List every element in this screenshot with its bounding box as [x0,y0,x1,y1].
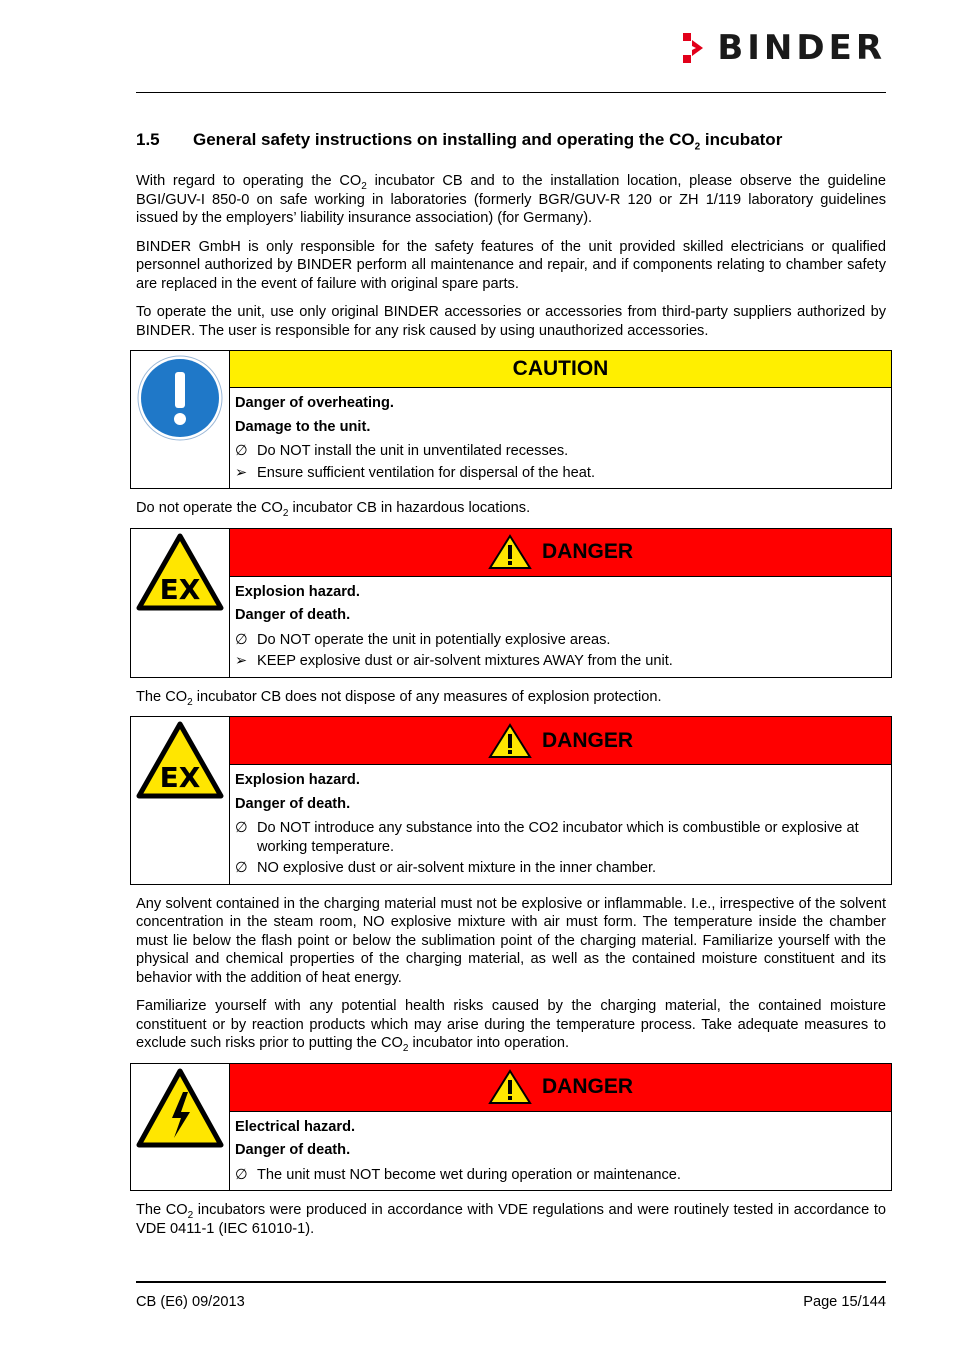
danger-signal: DANGER [230,717,891,765]
danger-signal: DANGER [230,529,891,577]
list-item: ∅ Do NOT install the unit in unventilated recesses. [235,443,569,459]
danger-icon-cell [131,717,230,884]
paragraph-vde: The $CO_2$ incubators were produced in accordance with VDE regulations and were routinely tested in accordance to VDE 0411-1 (IEC 61010-1). [136,1202,886,1237]
caution-icon-cell [131,351,230,488]
hazard-consequence: Damage to the unit. [235,418,371,435]
ex-explosion-hazard-icon [136,721,224,799]
list-item: ➢ Ensure sufficient ventilation for dispersal of the heat. [235,464,596,481]
svg-text:EX: EX [159,572,201,606]
danger-box-explosion-1 [130,528,892,678]
warning-triangle-icon [488,723,532,759]
paragraph-hazardous-locations: Do not operate the $CO_2$ incubator CB in hazardous locations. [136,500,531,519]
paragraph-solvent: Any solvent contained in the charging material must not be explosive or inflammable. I.e., irrespective of the solvent concentration in the steam room, NO explosive mixture with air must form. The temperature inside the chamber must lie below the flash point or below the sublimation point of the charging material. Familiarize yourself with the physical and chemical properties of the charging material, as well as the contained moisture constituent and its behavior with the addition of heat energy. [136,895,886,986]
section-heading [136,130,886,153]
svg-text:EX: EX [159,761,201,794]
paragraph-health-risks: Familiarize yourself with any potential health risks caused by the charging material, the contained moisture constituent or by reaction products which may arise during the temperature process. Take adequate measures to exclude such risks prior to putting the $CO_2$ incubator into operation. [136,998,886,1054]
high-voltage-icon [136,1068,224,1148]
paragraph-explosion-protection: The $CO_2$ incubator CB does not dispose of any measures of explosion protection. [136,688,662,708]
ex-explosion-hazard-icon [136,533,224,611]
danger-signal: DANGER [230,1064,891,1112]
danger-box-electrical [130,1063,892,1192]
hazard-type: Danger of overheating. [235,395,394,411]
section-number: 1.5 [136,130,160,149]
logo-text: BINDER [717,28,886,68]
list-item: ∅ The unit must NOT become wet during operation or maintenance. [235,1166,681,1183]
binder-logo [681,30,886,66]
hazard-consequence: Danger of death. [235,1142,351,1158]
paragraph-guideline: With regard to operating the $CO_2$ incubator CB and to the installation location, please observe the guideline BGI/GUV-I 850-0 on safe working in laboratories (formerly BGR/GUV-R 120 or ZH 1/119 laboratory guidelines issued by the employers’ liability insurance association) (for Germany). [136,173,886,226]
danger-icon-cell [131,1064,230,1191]
footer-document-id: CB (E6) 09/2013 [136,1294,245,1310]
hazard-type: Electrical hazard. [235,1118,356,1135]
header-rule [136,92,886,93]
list-item: ➢ KEEP explosive dust or air-solvent mixtures AWAY from the unit. [235,653,673,669]
hazard-consequence: Danger of death. [235,607,351,623]
caution-box [130,350,892,489]
section-title: General safety instructions on installing and operating the $CO_2$ incubator [193,130,783,153]
hazard-type: Explosion hazard. [235,583,360,600]
danger-box-explosion-2 [130,716,892,885]
mandatory-info-icon [137,355,223,441]
warning-triangle-icon [488,1069,532,1105]
page-content [136,130,886,1248]
danger-icon-cell [131,529,230,677]
paragraph-responsibility: BINDER GmbH is only responsible for the safety features of the unit provided skilled electricians or qualified personnel authorized by BINDER perform all maintenance and repair, and if components relating to chamber safety are replaced in the event of failure with original spare parts. [136,238,886,292]
hazard-consequence: Danger of death. [235,795,351,812]
list-item: ∅ Do NOT introduce any substance into the CO2 incubator which is combustible or explosive at working temperature. [235,820,859,855]
hazard-type: Explosion hazard. [235,772,360,788]
warning-triangle-icon [488,534,532,570]
caution-signal: CAUTION [230,351,891,388]
binder-logo-icon [681,30,707,66]
footer-page-number: Page 15/144 [803,1294,886,1310]
paragraph-accessories: To operate the unit, use only original BINDER accessories or accessories from third-party suppliers authorized by BINDER. The user is responsible for any risk caused by using unauthorized accessories. [136,304,886,339]
list-item: ∅ NO explosive dust or air-solvent mixture in the inner chamber. [235,860,657,876]
footer-rule [136,1281,886,1283]
list-item: ∅ Do NOT operate the unit in potentially explosive areas. [235,631,611,648]
